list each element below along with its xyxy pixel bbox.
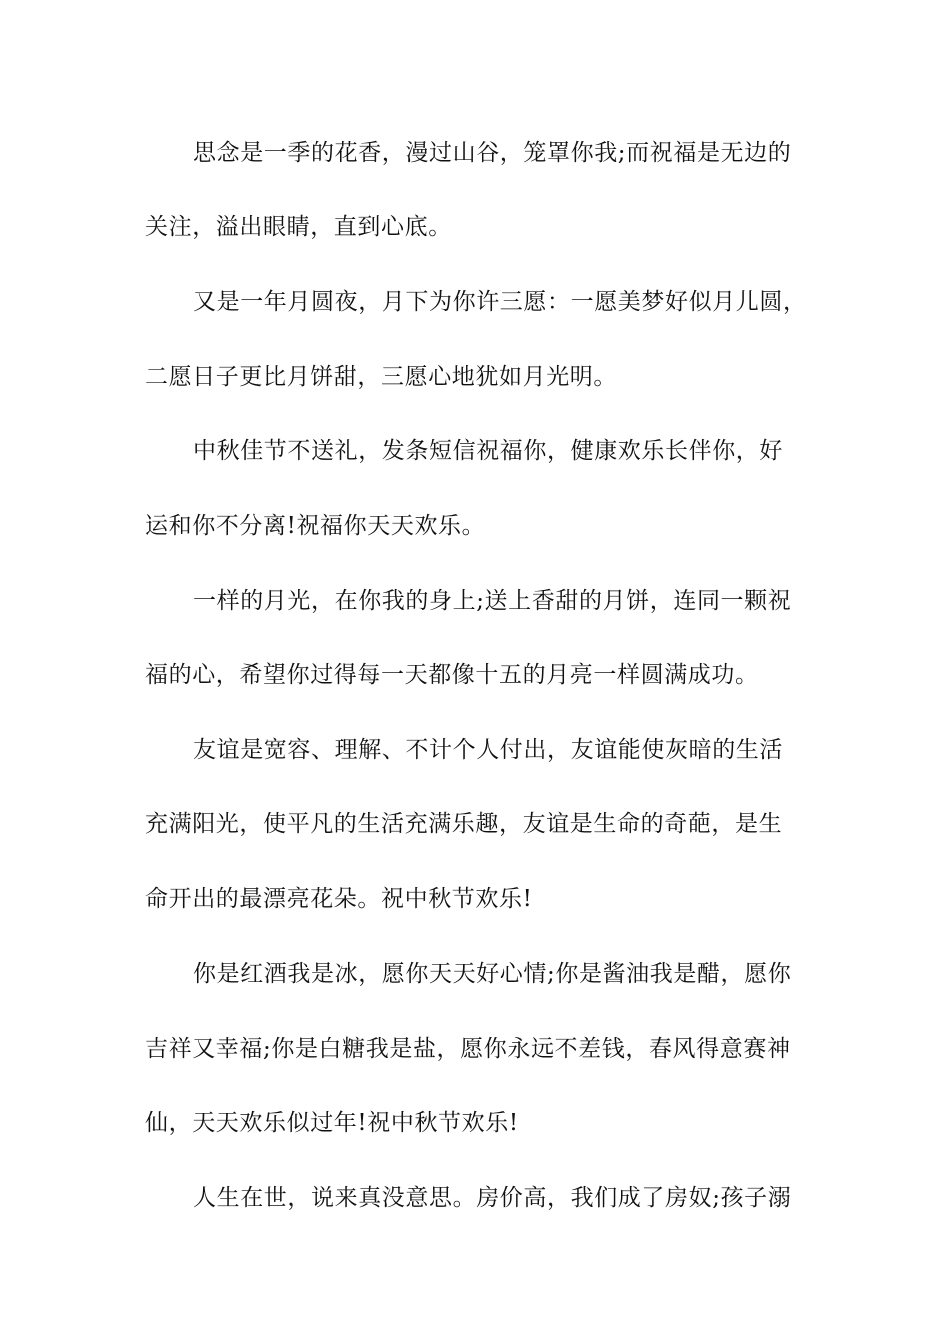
paragraph-5-line-3: 命开出的最漂亮花朵。祝中秋节欢乐! — [145, 886, 533, 912]
paragraph-6-line-3: 仙，天天欢乐似过年!祝中秋节欢乐! — [145, 1110, 519, 1136]
paragraph-4-line-2: 福的心，希望你过得每一天都像十五的月亮一样圆满成功。 — [145, 662, 759, 688]
paragraph-5-line-2: 充满阳光，使平凡的生活充满乐趣，友谊是生命的奇葩，是生 — [145, 811, 783, 837]
paragraph-4-line-1: 一样的月光，在你我的身上;送上香甜的月饼，连同一颗祝 — [193, 588, 792, 614]
paragraph-6-line-2: 吉祥又幸福;你是白糖我是盐，愿你永远不差钱，春风得意赛神 — [145, 1036, 791, 1062]
paragraph-6-line-1: 你是红酒我是冰，愿你天天好心情;你是酱油我是醋，愿你 — [193, 961, 792, 987]
paragraph-5-line-1: 友谊是宽容、理解、不计个人付出，友谊能使灰暗的生活 — [193, 737, 783, 763]
paragraph-3-line-2: 运和你不分离!祝福你天天欢乐。 — [145, 513, 486, 539]
paragraph-2-line-2: 二愿日子更比月饼甜，三愿心地犹如月光明。 — [145, 364, 617, 390]
paragraph-7-line-1: 人生在世，说来真没意思。房价高，我们成了房奴;孩子溺 — [193, 1185, 792, 1211]
paragraph-1-line-2: 关注，溢出眼睛，直到心底。 — [145, 214, 452, 240]
paragraph-1-line-1: 思念是一季的花香，漫过山谷，笼罩你我;而祝福是无边的 — [193, 140, 792, 166]
paragraph-2-line-1: 又是一年月圆夜，月下为你许三愿：一愿美梦好似月儿圆， — [193, 289, 807, 315]
paragraph-3-line-1: 中秋佳节不送礼，发条短信祝福你，健康欢乐长伴你，好 — [193, 438, 783, 464]
